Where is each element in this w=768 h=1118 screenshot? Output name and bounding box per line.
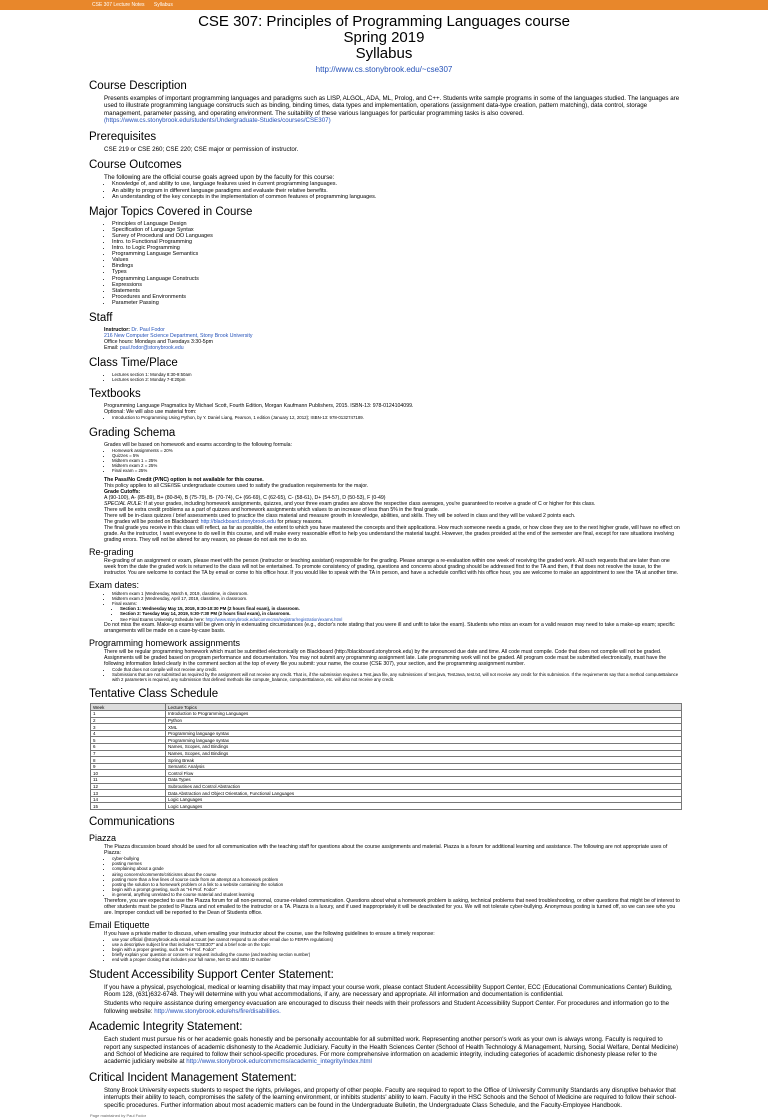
list-item: • end with a proper closing that includes your full name, Net ID and SBU ID number <box>112 957 680 962</box>
heading-accessibility: Student Accessibility Support Center Statement: <box>89 968 334 981</box>
table-cell: Control Flow <box>166 770 682 777</box>
nav-link-lecture-notes[interactable]: CSE 307 Lecture Notes <box>92 2 145 8</box>
integrity-link[interactable]: http://www.stonybrook.edu/commcms/academic_integrity/index.html <box>186 1058 372 1066</box>
list-item: • Programming Language Constructs <box>112 276 680 282</box>
table-row <box>91 730 682 737</box>
piazza-text: The Piazza discussion board should be used for all communication with the teaching staff for questions about the course assignments and material. Piazza is a forum for additional learning and assistance. The following are not appropriate uses of Piazza: <box>104 843 668 856</box>
list-item: • Submissions that are not submitted as required by the assignment will not receive any credit. That is, if the submission requires a Test.java file, any submissions of test.java, TestJava, test.txt, will not receive any credit for this submission. If the requirements say that a method computeBalance with 2 parameters is required, any submission that defined methods like compute_balance, computerBalance, etc. will also not receive any credit. <box>112 672 680 682</box>
office-hours: Office hours: Mondays and Tuesdays 3:30-5pm <box>104 339 213 346</box>
pnc-title: The Pass/No Credit (P/NC) option is not available for this course. <box>104 476 264 483</box>
table-cell: Logic Languages <box>166 803 682 810</box>
email-link[interactable]: paul.fodor@stonybrook.edu <box>119 345 184 352</box>
list-item: • posting memes <box>112 861 680 866</box>
email-label: Email: <box>104 345 119 352</box>
disabilities-link[interactable]: http://www.stonybrook.edu/ehs/fire/disabilities. <box>154 1007 281 1015</box>
page-header <box>0 14 768 74</box>
table-cell: 15 <box>91 803 166 810</box>
heading-critical-incident: Critical Incident Management Statement: <box>89 1071 297 1084</box>
list-item: • Quizzes = 5% <box>112 453 680 458</box>
exam-schedule-link[interactable]: http://www.stonybrook.edu/commcms/registrar/registration/exams.html <box>205 616 343 622</box>
table-row <box>91 757 682 764</box>
prerequisites-text: CSE 219 or CSE 260; CSE 220; CSE major or permission of instructor. <box>104 145 299 153</box>
heading-course-description: Course Description <box>89 80 187 92</box>
title-line-2: Spring 2019 <box>343 29 425 46</box>
list-item: • Introduction to Programming Using Python, by Y. Daniel Liang, Pearson, 1 edition (January 12, 2012); ISBN-13: 978-0132747189. <box>112 415 680 420</box>
table-row <box>91 770 682 777</box>
table-cell: Names, Scopes, and Bindings <box>166 744 682 751</box>
list-item: • posting more than a few lines of source code from an attempt at a homework problem <box>112 877 680 882</box>
cutoffs-title: Grade Cutoffs: <box>104 488 141 495</box>
table-header-row <box>91 704 682 711</box>
list-item: • Midterm exam 2 (Wednesday, April 17, 2019, classtime, in classroom. <box>112 596 680 601</box>
table-row <box>91 777 682 784</box>
heading-exam-dates: Exam dates: <box>89 579 140 590</box>
homework-text: There will be regular programming homework which must be submitted electronically on Blackboard (http://blackboard.stonybrook.edu) by the announced due date and time. All code must compile. Code that does not compile will not be graded. Assignments will be graded based on program performance and documentation. You may not submit any programming assignment late. Late programming work will not be graded. All program code must be submitted electronically, must have the following information listed clearly in the comment section at the top of every file you submit: your name, the course (CSE 307), your section, and the programming assignment number. <box>104 648 667 667</box>
email-text: If you have a private matter to discuss, when emailing your instructor about the course, use the following guidelines to ensure a timely response: <box>104 930 435 937</box>
list-item: • Principles of Language Design <box>112 221 680 227</box>
table-row <box>91 783 682 790</box>
heading-prerequisites: Prerequisites <box>89 130 157 143</box>
footer: Page maintained by Paul Fodor <box>90 1113 147 1118</box>
list-item: • Intro. to Functional Programming <box>112 239 680 245</box>
list-item: • Homework assignments = 20% <box>112 448 680 453</box>
table-cell: 1 <box>91 711 166 718</box>
table-cell: Programming language syntax <box>166 730 682 737</box>
heading-homework: Programming homework assignments <box>89 637 241 648</box>
grade-cutoffs-values: A (90-100), A- (85-89), B+ (80-84), B (75-79), B- (70-74), C+ (66-69), C (62-65), C- (58-61), D+ (54-57), D (50-53), F (0-49) <box>104 494 386 501</box>
final-exam-section-1: Section 1: Wednesday May 15, 2019, 8:30-10:30 PM (2 hours final exam), in classroom. <box>120 606 300 612</box>
final-exam-list <box>120 606 680 622</box>
top-nav-bar <box>0 0 768 10</box>
table-cell: 6 <box>91 744 166 751</box>
list-item: • An understanding of the key concepts in the implementation of common features of programming languages. <box>112 194 680 200</box>
regrading-text: Re-grading of an assignment or exam, please meet with the person (instructor or teaching assistant) responsible for the grading. Please arrange a re-evaluation within one week of receiving the graded work. All such requests that are later than one week from the date the graded work is returned to the class will not be entertained. To promote consistency of grading, questions and concerns about grading should be addressed first to the TA and then, if that does not resolve the issue, to the instructor. You are welcome to contact the TA by email or come to his office hour. If you would like to speak with the TA in person, and have a schedule conflict with his office hour, you are welcome to make an appointment to see the TA at another time. <box>104 557 679 576</box>
list-item: • Midterm exam 2 = 25% <box>112 463 680 468</box>
email-list <box>112 937 680 963</box>
special-rule-label: SPECIAL RULE: <box>104 500 143 507</box>
list-item: • complaining about a grade <box>112 866 680 871</box>
title-line-1: CSE 307: Principles of Programming Languages course <box>198 13 570 30</box>
table-cell: 7 <box>91 750 166 757</box>
table-row <box>91 711 682 718</box>
accessibility-p2-text: Students who require assistance during emergency evacuation are encouraged to discuss their needs with their professors and Student Accessibility Support Center. For procedures and information go to the following website: <box>104 1000 670 1015</box>
table-cell: 14 <box>91 796 166 803</box>
integrity-p1 <box>104 1036 680 1066</box>
column-header-topics: Lecture Topics <box>166 704 682 711</box>
grading-list <box>112 448 680 474</box>
accessibility-p2 <box>104 1000 680 1015</box>
table-row <box>91 790 682 797</box>
table-cell: Semantic Analysis <box>166 763 682 770</box>
table-cell: 5 <box>91 737 166 744</box>
table-row <box>91 803 682 810</box>
list-item: • posting the solution to a homework problem or a link to a website containing the solution <box>112 882 680 887</box>
list-item: • Knowledge of, and ability to use, language features used in current programming languages. <box>112 181 680 187</box>
table-cell: 8 <box>91 757 166 764</box>
grading-p5: The final grade you receive in this class will reflect, as far as possible, the extent to which you have mastered the concepts and their applications. How much someone needs a grade, or how close they are to the next higher grade, will have no effect on grade. As the instructor, I want everyone to do well in this course, and will make every reasonable effort to help you understand the material taught. However, the grades provided at the end of the semester are final, except for rare situations involving grading errors. They will not be altered for any reason, so please do not ask me to do so. <box>104 524 680 543</box>
office-link[interactable]: 216 New Computer Science Department, Stony Brook University <box>104 333 253 340</box>
heading-schedule: Tentative Class Schedule <box>89 688 219 701</box>
topics-list <box>112 221 680 306</box>
piazza-note: Therefore, you are expected to use the Piazza forum for all non-personal, course-related communication. Questions about what a homework problem is asking, technical problems that need troubleshooting, or other questions that might be of interest to other students must be posted to Piazza and not emailed to the instructor or a TA. Piazza is a luxury, and if used inappropriately it will be deactivated for you. We will not tolerate cyber-bullying. Anonymous posting is turned off, so we can see who you are. Improper conduct will be reported to the Dean of Students office. <box>104 897 680 916</box>
list-item: • Lectures section 1: Monday 8:30-9:50am <box>112 372 680 377</box>
schedule-table <box>90 703 682 810</box>
table-cell: 10 <box>91 770 166 777</box>
final-exams-label: Final exams: <box>112 601 137 607</box>
list-item: • Code that does not compile will not receive any credit. <box>112 667 680 672</box>
heading-piazza: Piazza <box>89 832 117 843</box>
textbook-optional-list <box>112 415 680 420</box>
piazza-list <box>112 856 680 898</box>
heading-textbooks: Textbooks <box>89 388 141 401</box>
list-item: • begin with a proper greeting, such as "Hi Prof. Fodor" <box>112 947 680 952</box>
accessibility-p1: If you have a physical, psychological, medical or learning disability that may impact your course work, please contact Student Accessibility Support Center, ECC (Educational Communications Center) Building, Room 128, (631)632-6748. They will determine with you what accommodations, if any, are necessary and appropriate. All information and documentation is confidential. <box>104 983 673 999</box>
heading-email-etiquette: Email Etiquette <box>89 919 150 930</box>
homework-list <box>112 667 680 683</box>
list-item: • in general, anything unrelated to the course material and student learning <box>112 892 680 897</box>
list-item: • Statements <box>112 288 680 294</box>
outcomes-intro: The following are the official course goals agreed upon by the faculty for this course: <box>104 174 335 182</box>
heading-grading: Grading Schema <box>89 426 176 439</box>
nav-link-syllabus[interactable]: Syllabus <box>153 2 173 8</box>
exam-schedule-label: See Final Exams University Schedule here: <box>120 616 205 622</box>
grading-intro: Grades will be based on homework and exams according to the following formula: <box>104 441 293 448</box>
list-item: • Values <box>112 257 680 263</box>
special-rule-text: If at your grades, including homework assignments, quizzes, and your three exam grades are above the respective class averages, you're guaranteed to receive a grade of C or higher for this class. <box>144 500 596 507</box>
heading-regrading: Re-grading <box>89 546 134 557</box>
final-exam-section-2: Section 2: Tuesday May 14, 2019, 5:30-7:30 PM (2 hours final exam), in classroom. <box>120 611 291 617</box>
table-cell: 9 <box>91 763 166 770</box>
list-item: • Midterm exam 1 = 25% <box>112 458 680 463</box>
textbook-main: Programming Language Pragmatics by Michael Scott, Fourth Edition, Morgan Kaufmann Publishers, 2015. ISBN-13: 978-0124104099. <box>104 403 414 410</box>
list-item <box>112 601 680 622</box>
list-item: • Parameter Passing <box>112 300 680 306</box>
list-item: • An ability to program in different language paradigms and evaluate their relative benefits. <box>112 188 680 194</box>
grading-p2: There will be extra credit problems as a part of quizzes and homework assignments which values to an increase of less than 5% in the final grade. <box>104 506 440 513</box>
list-item: • Final exam = 25% <box>112 468 680 473</box>
table-cell: Data Abstraction and Object Orientation, Functional Languages <box>166 790 682 797</box>
list-item: • Midterm exam 1 (Wednesday, March 6, 2019, classtime, in classroom. <box>112 591 680 596</box>
list-item: • briefly explain your question or concern or request including the course (and teaching section number) <box>112 952 680 957</box>
table-cell: 2 <box>91 717 166 724</box>
grading-p4-post: for privacy reasons. <box>277 518 323 525</box>
list-item: • Expressions <box>112 282 680 288</box>
list-item: • Bindings <box>112 263 680 269</box>
table-row <box>91 750 682 757</box>
list-item: • Types <box>112 269 680 275</box>
table-cell: Programming language syntax <box>166 737 682 744</box>
instructor-link[interactable]: Dr. Paul Fodor <box>131 327 165 334</box>
course-catalog-link[interactable]: (https://www.cs.stonybrook.edu/students/Undergraduate-Studies/courses/CSE307) <box>104 117 331 125</box>
grading-p1: This policy applies to all CSE/ISE undergraduate courses used to satisfy the graduation requirements for the major. <box>104 482 369 489</box>
table-cell: Python <box>166 717 682 724</box>
page-title <box>0 14 768 62</box>
list-item: • begin with a prompt greeting, such as "Hi Prof. Fodor" <box>112 887 680 892</box>
table-cell: 11 <box>91 777 166 784</box>
table-row <box>91 744 682 751</box>
outcomes-list <box>112 181 680 199</box>
table-cell: 13 <box>91 790 166 797</box>
critical-p1: Stony Brook University expects students to respect the rights, privileges, and property of other people. Faculty are required to report to the Office of University Community Standards any disruptive behavior that interrupts their ability to teach, compromises the safety of the learning environment, or inhibits students' ability to learn. Faculty in the HSC Schools and the School of Medicine are required to follow their school-specific procedures. Further information about most academic matters can be found in the Undergraduate Bulletin, the Undergraduate Class Schedule, and the Faculty-Employee Handbook. <box>104 1086 677 1109</box>
course-description-text <box>104 95 680 125</box>
table-row <box>91 717 682 724</box>
instructor-label: Instructor: <box>104 327 130 334</box>
table-cell: Logic Languages <box>166 796 682 803</box>
heading-communications: Communications <box>89 815 175 828</box>
list-item: • cyber-bullying <box>112 856 680 861</box>
table-cell: Names, Scopes, and Bindings <box>166 750 682 757</box>
table-cell: 12 <box>91 783 166 790</box>
table-cell: XML <box>166 724 682 731</box>
table-row <box>91 724 682 731</box>
heading-staff: Staff <box>89 312 113 325</box>
special-rule <box>104 501 680 507</box>
table-cell: Spring Break <box>166 757 682 764</box>
table-cell: Introduction to Programming Languages <box>166 711 682 718</box>
heading-major-topics: Major Topics Covered in Course <box>89 205 253 218</box>
blackboard-link[interactable]: http://blackboard.stonybrook.edu <box>200 518 276 525</box>
table-cell: 4 <box>91 730 166 737</box>
list-item: • Programming Language Semantics <box>112 251 680 257</box>
staff-info <box>104 327 680 351</box>
table-cell: 3 <box>91 724 166 731</box>
integrity-text: Each student must pursue his or her academic goals honestly and be personally accountable for all submitted work. Representing another person's work as your own is always wrong. Faculty is required to report any suspected instances of academic dishonesty to the Academic Judiciary. Faculty in the Health Sciences Center (School of Health Technology & Management, Nursing, Social Welfare, Dental Medicine) and School of Medicine are required to follow their school-specific procedures. For more comprehensive information on academic integrity, including categories of academic dishonesty please refer to the academic judiciary website at <box>104 1036 679 1066</box>
list-item: • Specification of Language Syntax <box>112 227 680 233</box>
class-time-list <box>112 372 680 382</box>
table-cell: Subroutines and Control Abstraction <box>166 783 682 790</box>
table-row <box>91 763 682 770</box>
title-line-3: Syllabus <box>355 45 413 62</box>
list-item: • use a descriptive subject line that includes "CSE307" and a brief note on the topic <box>112 942 680 947</box>
heading-integrity: Academic Integrity Statement: <box>89 1021 243 1034</box>
list-item: • Procedures and Environments <box>112 294 680 300</box>
exam-list <box>112 591 680 622</box>
table-row <box>91 796 682 803</box>
list-item: • Lectures section 2: Monday 7-8:20pm <box>112 377 680 382</box>
list-item: • airing concerns/comments/criticisms about the course <box>112 872 680 877</box>
exam-note: Do not miss the exam. Make-up exams will be given only in extenuating circumstances (e.g., doctor's note stating that you were ill and unfit to take the exam). Students who miss an exam for a valid reason may need to take a make-up exam; specific arrangements will be made on a case-by-case basis. <box>104 621 675 634</box>
list-item: • Intro. to Logic Programming <box>112 245 680 251</box>
grading-p3: There will be in-class quizzes / brief assessments used to practice the class material and measure growth in knowledge, abilities, and skills. They will be solved in class and they will be valued 2 points each. <box>104 512 576 519</box>
list-item: • use your official @stonybrook.edu email account (we cannot respond to an other email due to FERPA regulations) <box>112 937 680 942</box>
heading-course-outcomes: Course Outcomes <box>89 159 182 172</box>
table-cell: Data Types <box>166 777 682 784</box>
table-row <box>91 737 682 744</box>
list-item: • Survey of Procedural and OO Languages <box>112 233 680 239</box>
column-header-week: Week <box>91 704 166 711</box>
heading-class-time: Class Time/Place <box>89 357 178 370</box>
course-url-link[interactable]: http://www.cs.stonybrook.edu/~cse307 <box>315 65 453 74</box>
textbook-optional-note: Optional: We will also use material from: <box>104 409 197 416</box>
course-description-body: Presents examples of important programming languages and paradigms such as LISP, ALGOL, ADA, ML, Prolog, and C++. Students write sample programs in some of the languages studied. The languages are used to illustrate programming language constructs such as binding, binding times, data types and implementation, operations (assignment data-type creation, pattern matching), data control, storage management, parameter passing, and operating environment. The suitability of these various languages for particular programming tasks is also covered. <box>104 95 680 117</box>
grading-p4-pre: The grades will be posted on Blackboard: <box>104 518 200 525</box>
